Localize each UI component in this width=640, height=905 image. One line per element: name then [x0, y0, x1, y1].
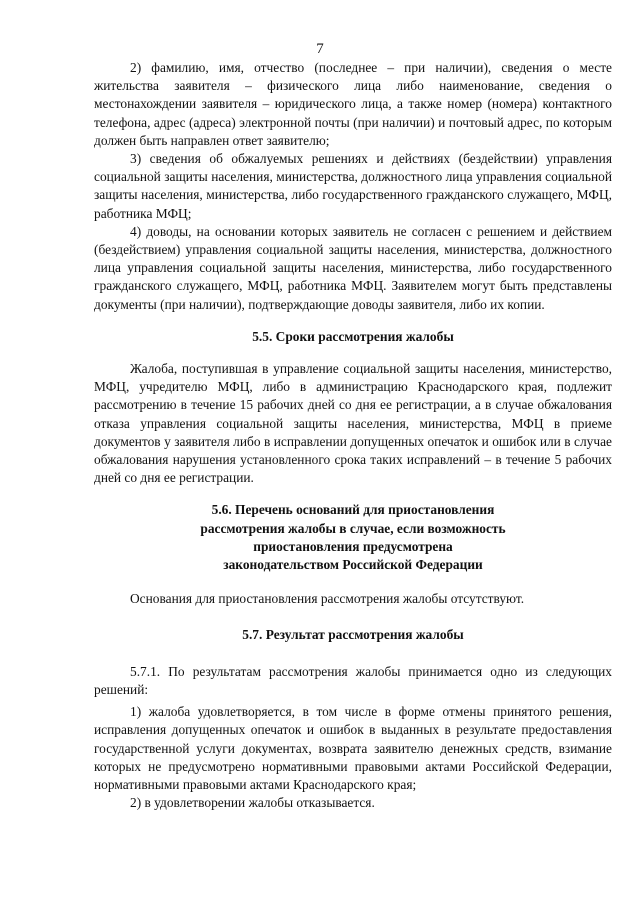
section-5-6-text: Основания для приостановления рассмотрения жалобы отсутствуют.: [130, 591, 525, 607]
section-heading-5-6-line: рассмотрения жалобы в случае, если возможность: [200, 520, 506, 536]
page-number: 7: [316, 41, 324, 57]
document-body: [94, 59, 612, 812]
paragraph-item-3: 3) сведения об обжалуемых решениях и действиях (бездействии) управления социальной защиты населения, министерства, должностного лица управления социальной защиты населения, министерства, либо государственного гражданского служащего, МФЦ, работника МФЦ;: [94, 151, 612, 221]
section-heading-5-6: [94, 501, 612, 574]
section-heading-5-6-line: законодательством Российской Федерации: [223, 557, 483, 573]
paragraph-item-2: 2) фамилию, имя, отчество (последнее – при наличии), сведения о месте жительства заявителя – физического лица либо наименование, сведения о местонахождении заявителя – юридического лица, а также номер (номера) контактного телефона, адрес (адреса) электронной почты (при наличии) и почтовый адрес, по которым должен быть направлен ответ заявителю;: [94, 60, 612, 148]
section-heading-5-7: 5.7. Результат рассмотрения жалобы: [242, 627, 464, 643]
section-5-7-1-text: 5.7.1. По результатам рассмотрения жалобы принимается одно из следующих решений:: [94, 663, 612, 697]
section-5-7-item-2: 2) в удовлетворении жалобы отказывается.: [130, 795, 375, 811]
section-5-5-text: Жалоба, поступившая в управление социальной защиты населения, министерство, МФЦ, учредителю МФЦ, либо в администрацию Краснодарского края, подлежит рассмотрению в течение 15 рабочих дней со дня ее регистрации, а в случае обжалования отказа управления социальной защиты населения, министерства, МФЦ в приеме документов у заявителя либо в исправлении допущенных опечаток и ошибок или в случае обжалования нарушения установленного срока таких исправлений – в течение 5 рабочих дней со дня ее регистрации.: [94, 361, 612, 486]
section-heading-5-6-line: приостановления предусмотрена: [253, 538, 453, 554]
paragraph-item-4: 4) доводы, на основании которых заявитель не согласен с решением и действием (бездействием) управления социальной защиты населения, министерства, должностного лица управления социальной защиты населения, министерства, либо государственного гражданского служащего, МФЦ, работника МФЦ. Заявителем могут быть представлены документы (при наличии), подтверждающие доводы заявителя, либо их копии.: [94, 223, 612, 312]
section-heading-5-6-line: 5.6. Перечень оснований для приостановления: [211, 502, 495, 518]
section-heading-5-5: 5.5. Сроки рассмотрения жалобы: [252, 328, 454, 344]
section-5-7-item-1: 1) жалоба удовлетворяется, в том числе в форме отмены принятого решения, исправления допущенных опечаток и ошибок в выданных в результате предоставления государственной услуги документах, возврата заявителю денежных средств, взимание которых не предусмотрено нормативными правовыми актами Российской Федерации, нормативными правовыми актами Краснодарского края;: [94, 704, 612, 792]
